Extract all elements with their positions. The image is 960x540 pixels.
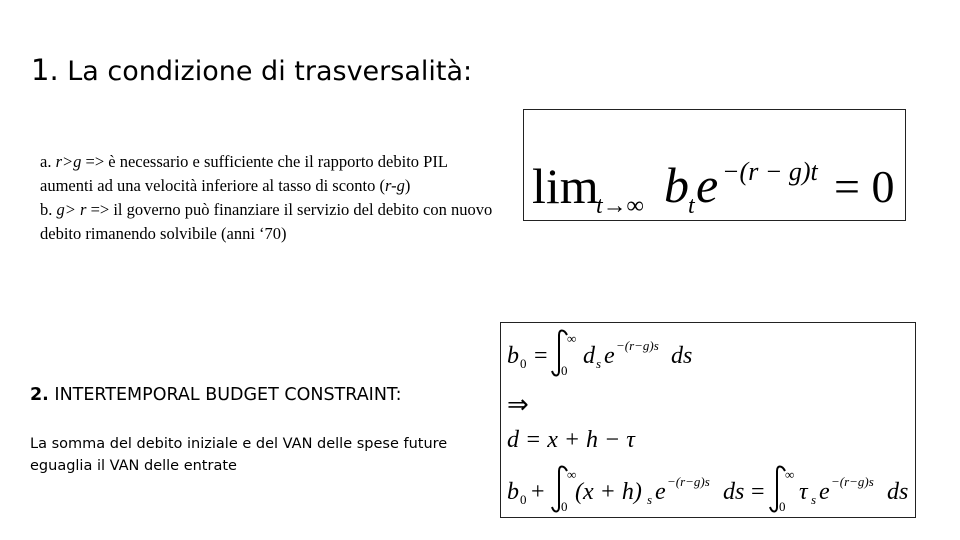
b-var: b — [664, 157, 689, 213]
slide-title — [31, 50, 472, 92]
line1-d-sub: s — [596, 356, 602, 371]
title-text: La condizione di trasversalità: — [67, 56, 473, 87]
point-b-condition: g> r — [56, 200, 87, 219]
implies-arrow: ⇒ — [507, 390, 529, 419]
line1-e: e — [604, 343, 615, 369]
lim-text: lim — [532, 158, 599, 214]
line4-ds2: ds — [887, 479, 909, 505]
point-a-paren-close: ) — [404, 176, 411, 195]
exponent: −(r − g)t — [722, 157, 818, 186]
int3-upper: ∞ — [785, 467, 795, 482]
point-a-text: è necessario e sufficiente che il rapporto debito PIL aumenti ad una velocità inferiore al tasso di sconto — [40, 152, 448, 195]
int3-lower: 0 — [779, 499, 786, 514]
section2-title: INTERTEMPORAL BUDGET CONSTRAINT: — [54, 385, 402, 405]
point-b-text: il governo può finanziare il servizio del debito con nuovo debito rimanendo solvibile (anni ‘70) — [40, 200, 493, 243]
line4-e2: e — [819, 479, 830, 505]
point-b-label: b. — [40, 200, 53, 219]
int2-lower: 0 — [561, 499, 568, 514]
line4-b-sub: 0 — [520, 492, 527, 507]
line4-eq: = — [751, 479, 765, 505]
line1-eq: = — [534, 343, 548, 369]
title-number: 1. — [31, 53, 59, 87]
transversality-formula-box — [523, 109, 906, 221]
int2-upper: ∞ — [567, 467, 577, 482]
line4-paren-sub: s — [647, 492, 653, 507]
line4-ds: ds — [723, 479, 745, 505]
point-a-rate: r-g — [385, 176, 405, 195]
point-a-arrow: => — [85, 152, 105, 171]
line4-exp1: −(r−g)s — [667, 474, 710, 489]
int1-upper: ∞ — [567, 331, 577, 346]
line4-b: b — [507, 479, 519, 505]
line1-d: d — [583, 343, 595, 369]
section2-heading — [30, 383, 402, 407]
line3-equation: d = x + h − τ — [507, 427, 635, 453]
line4-paren: (x + h) — [575, 479, 642, 505]
point-a-paren-open: ( — [379, 176, 386, 195]
line4-exp2: −(r−g)s — [831, 474, 874, 489]
point-a-label: a. — [40, 152, 52, 171]
transversality-formula — [524, 110, 907, 222]
line4-tau-sub: s — [811, 492, 817, 507]
line1-ds: ds — [671, 343, 693, 369]
budget-constraint-formula — [501, 323, 917, 519]
b-subscript: t — [688, 193, 695, 219]
point-a-condition: r>g — [55, 152, 82, 171]
line1-exp: −(r−g)s — [616, 338, 659, 353]
equals-zero: = 0 — [834, 161, 895, 212]
section2-number: 2. — [30, 385, 49, 405]
line1-b-sub: 0 — [520, 356, 527, 371]
conditions-paragraph — [40, 150, 500, 246]
section2-description: La somma del debito iniziale e del VAN delle spese future eguaglia il VAN delle entrate — [30, 436, 448, 474]
line4-e: e — [655, 479, 666, 505]
budget-constraint-formula-box — [500, 322, 916, 518]
line1-b: b — [507, 343, 519, 369]
lim-subscript: t→∞ — [596, 193, 644, 219]
line4-plus: + — [531, 479, 545, 505]
point-b-arrow: => — [90, 200, 110, 219]
int1-lower: 0 — [561, 363, 568, 378]
line4-tau: τ — [799, 479, 808, 505]
e-var: e — [696, 157, 719, 213]
